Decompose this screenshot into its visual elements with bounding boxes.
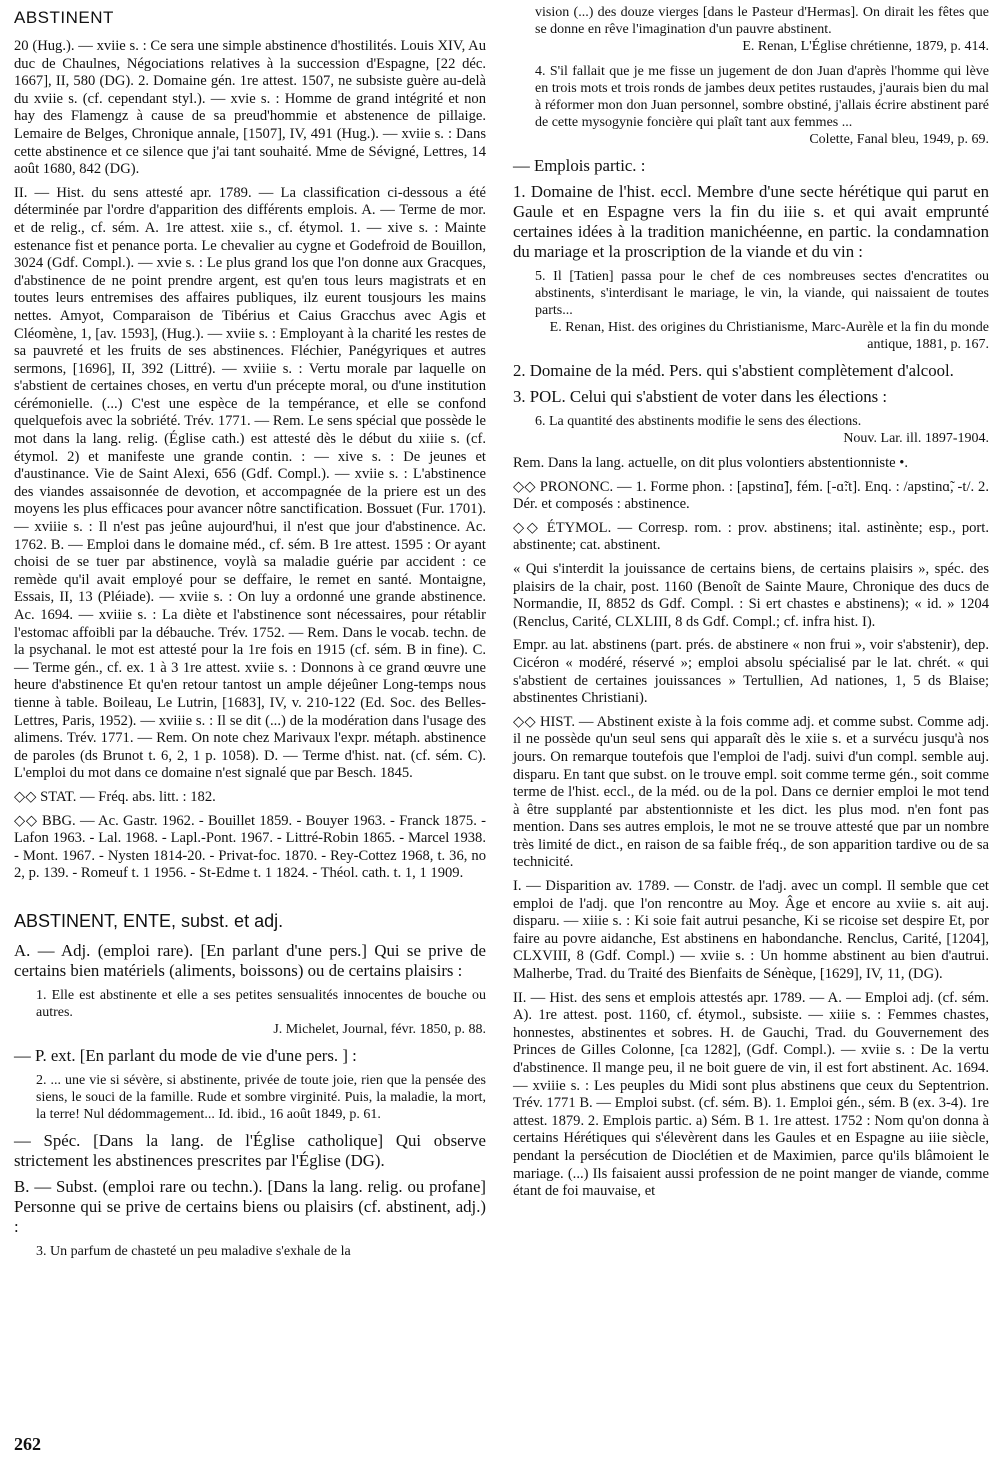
bbg-section: ◇◇ BBG. — Ac. Gastr. 1962. - Bouillet 1859. - Bouyer 1963. - Franck 1875. - Lafon 1963. - Lal. 1968. - Lapl.-Pont. 1967. - Littré-Robin 1865. - Marcel 1938. - Mont. 1967. - Nysten 1814-20. - Privat-foc. 1870. - Rey-Cottez 1968, t. 36, no 2, p. 139. - Romeuf t. 1 1956. - St-Edme t. 1 1824. - Théol. cath. t. 1, 1 1909. (14, 812, 486, 882)
example-text: 6. La quantité des abstinents modifie le sens des élections. (535, 414, 862, 429)
stat-section: ◇◇ STAT. — Fréq. abs. litt. : 182. (14, 788, 216, 805)
example-3-continued (535, 4, 989, 55)
example-source: Colette, Fanal bleu, 1949, p. 69. (809, 132, 989, 147)
hist-section-i: I. — Disparition av. 1789. — Constr. de l'adj. avec un compl. Il semble que cet emploi de l'adj. que l'on rencontre au Moy. Âge et encore au xviie s. ait auj. disparu. — xiiie s. : Ki soie fait autrui pesanche, Ki se ricoise set despire Et, por faire au povre aidanche, Est abstinens en habondanche. Renclus, Carité, [1204], CLXVIII, 8 (Gdf. Compl.) — xviie s. : Un homme abstinent au bien d'autrui. Malherbe, Trad. du Traité des Bienfaits de Sénèque, [1629], IV, 11, (DG). (513, 878, 989, 983)
example-4 (535, 63, 989, 148)
domain-med: 2. Domaine de la méd. Pers. qui s'abstient complètement d'alcool. (513, 361, 954, 380)
example-6 (535, 413, 989, 447)
hist-section-ii: II. — Hist. du sens attesté apr. 1789. — La classification ci-dessous a été déterminée par l'ordre d'apparition des différents emplois. A. — Terme de mor. et de relig., cf. sém. A. 1re attest. xiie s., cf. étymol. 1. — xive s. : Mainte estenance fist et penance porta. Le chevalier au cygne et Godefroid de Bouillon, 3024 (Gdf. Compl.). — xvie s. : Le plus grand los que l'on donne aux Gracques, d'abstinence de ne point prendre argent, est qu'en tous leurs magistrats et en toutes leurs entremises des affaires publiques, ilz eurent tousjours les mains nettes. Amyot, Comparaison de Tibérius et Caius Gracchus avec Agis et Cléomène, 1, [av. 1593], (Hug.). — xviie s. : Employant à la charité les restes de sa pauvreté et les fruits de ses abstinences. Fléchier, Panégyriques et autres sermons, [1696], II, 392 (Littré). — xviiie s. : Vertu morale par laquelle on s'abstient de certaines choses, en vertu d'un précepte moral, ou d'une institution cérémonielle. (...) C'est une espèce de la tempérance, et elle se confond quelquefois avec la sobriété. Trév. 1771. — Rem. Le sens spécial que possède le mot dans la lang. relig. (Église cath.) est attesté dès le début du xiiie s. (cf. étymol. 2) et manifeste une grande contin. : — xive s. : De jeunes et d'austinance. Vie de Saint Alexi, 656 (Gdf. Compl.). — xviie s. : L'abstinence des viandes assaisonnée de devotion, et accompagnée de la priere est un des moyens les plus efficaces pour avancer nôtre sanctification. Bossuet (Fur. 1701). — xviiie s. : Il n'est pas jeûne aujourd'hui, il n'est que jour d'abstinence. Ac. 1762. B. — Emploi dans le domaine méd., cf. sém. B 1re attest. 1595 : Or ayant choisi de se tuer par abstinence, voylà sa maladie guérie par accident : ce remède qu'il avait employé pour se deffaire, le remet en santé. Montaigne, Essais, II, 13 (Pléiade). — xviie s. : On luy a ordonné une grande abstinence. Ac. 1694. — xviiie s. : La diète et l'abstinence sont nécessaires, pour rétablir l'estomac affoibli par la débauche. Trév. 1752. — Rem. Dans le vocab. techn. de la psychanal. le mot est attesté pour la 1re fois en 1915 (cf. sém. B in fine). C. — Terme gén., cf. ex. 1 à 3 1re attest. xviie s. : Donnons à ce grand œuvre une heure d'abstinence Et qu'en retour tantost un ample déjeûner Long-temps nous tienne à table. Boileau, Le Lutrin, [1683], IV, v. 210-122 (Ed. Soc. des Belles-Lettres, Paris, 1952). — xviiie s. : Il se dit (...) de la modération dans l'usage des alimens. Trév. 1771. — Rem. On note chez Marivaux l'expr. métaph. abstinence de paroles (ds Brunot t. 6, 2, 1 p. 1058). D. — Terme d'hist. nat. (cf. sém. C). L'emploi du mot dans ce domaine n'est signalé que par Besch. 1845. (14, 184, 486, 782)
hist-continuation: 20 (Hug.). — xviie s. : Ce sera une simple abstinence d'hostilités. Louis XIV, Au duc de Chaulnes, Négociations relatives à la succession d'Espagne, [22 déc. 1667], II, 580 (DG). 2. Domaine gén. 1re attest. 1507, ne subsiste guère au-delà du xviie s. (cf. cependant styl.). — xvie s. : Homme de grand intégrité et non hay des Flamengz à cause de sa preud'hommie et abstenence de pillaige. Lemaire de Belges, Chronique annale, [1507], IV, 491 (Hug.). — xviie s. : Dans cette abstinence et ce silence que j'ai tant souhaité. Mme de Sévigné, Lettres, 14 août 1680, 842 (DG). (14, 38, 486, 178)
etymol-section: ◇◇ ÉTYMOL. — Corresp. rom. : prov. abstinens; ital. astinènte; esp., port. abstinente; cat. abstinent. (513, 519, 989, 554)
hist-section: ◇◇ HIST. — Abstinent existe à la fois comme adj. et comme subst. Comme adj. il ne possède qu'un seul sens qui apparaît dès le xiie s. et a survécu jusqu'à nos jours. On remarque toutefois que l'emploi de l'adj. suivi d'un compl. semble auj. disparu. En tant que subst. on le trouve empl. soit comme terme gén., soit comme terme de l'hist. eccl., de la méd. ou de la pol. Dans ce dernier emploi le mot tend à être supplanté par abstentionniste et les dict. les plus mod. n'en font pas mention. Dans ses autres emplois, le mot ne se trouve attesté que par un nombre très limité de dict., en raison de sa faible fréq., de son apparition tardive ou de sa technicité. (513, 713, 989, 871)
example-text: 3. Un parfum de chasteté un peu maladive s'exhale de la (36, 1243, 351, 1259)
right-column (513, 2, 989, 1207)
example-5 (535, 268, 989, 353)
sense-spec: — Spéc. [Dans la lang. de l'Église catholique] Qui observe strictement les abstinences prescrites par l'Église (DG). (14, 1130, 486, 1170)
page-number: 262 (14, 1434, 41, 1454)
example-3-start (36, 1243, 486, 1260)
running-head: ABSTINENT (14, 8, 114, 27)
example-text: 1. Elle est abstinente et elle a ses petites sensualités innocentes de bouche ou autres. (36, 987, 486, 1020)
sense-b-definition: B. — Subst. (emploi rare ou techn.). [Dans la lang. relig. ou profane] Personne qui se prive de certains biens ou plaisirs (cf. abstinent, adj.) : (14, 1176, 486, 1236)
example-source: E. Renan, L'Église chrétienne, 1879, p. 414. (742, 39, 989, 54)
left-column (14, 38, 486, 1268)
prononc-section: ◇◇ PRONONC. — 1. Forme phon. : [apstinɑ̃], fém. [-ɑ̃:t]. Enq. : /apstinɑ̃, -t/. 2. Dér. et composés : abstinence. (513, 478, 989, 513)
example-1 (36, 987, 486, 1038)
example-2 (36, 1072, 486, 1123)
example-source: Nouv. Lar. ill. 1897-1904. (843, 431, 989, 446)
example-text: vision (...) des douze vierges [dans le Pasteur d'Hermas]. On dirait les fêtes que se donne en rêve l'imagination d'un pauvre abstinent. (535, 5, 989, 37)
emplois-partic-heading: — Emplois partic. : (513, 156, 646, 175)
domain-pol: 3. POL. Celui qui s'abstient de voter dans les élections : (513, 387, 888, 406)
example-text: 5. Il [Tatien] passa pour le chef de ces nombreuses sectes d'encratites ou abstinents, s'interdisant le mariage, le vin, la viande, qui naissaient de toutes parts... (535, 269, 989, 318)
etymol-first-attest: « Qui s'interdit la jouissance de certains biens, de certains plaisirs », spéc. des plaisirs de la chair, post. 1160 (Benoît de Sainte Maure, Chronique des ducs de Normandie, II, 8852 ds Gdf. Compl. : Si ert chastes e abstinens); « id. » 1204 (Renclus, Carité, CLXLIII, 8 ds Gdf. Compl.; cf. infra hist. I). (513, 560, 989, 630)
hist-section-ii-right: II. — Hist. des sens et emplois attestés apr. 1789. — A. — Emploi adj. (cf. sém. A). 1re attest. post. 1160, cf. étymol., subsiste. — xiiie s. : Femmes chastes, honnestes, abstinentes et sobres. H. de Gauchi, Trad. du Gouvernement des Princes de Gilles Colonne, [ca 1282], (Gdf. Compl.). — xviie s. : De la vertu d'abstinence. Il mange peu, il ne boit guere de vin, il est fort abstinent. Ac. 1694. — xviiie s. : Les peuples du Midi sont plus abstinens que ceux du Septentrion. Trév. 1771 B. — Emploi subst. (cf. sém. B). 1. Emploi gén., sém. B (ex. 3-4). 1re attest. 1879. 2. Emplois partic. a) Sém. B 1. 1re attest. 1752 : Nom qu'on donna à certains Hérétiques qui s'élevèrent dans les Gaules et en Espagne au iiie siècle, pendant la persécution de Dioclétien et de Maximien, parce qu'ils blâmoient le mariage. (...) Ils faisaient aussi profession de ne point manger de viande, comme étant de foi mauvaise, et (513, 989, 989, 1200)
etymol-latin: Empr. au lat. abstinens (part. prés. de abstinere « non frui », voir s'abstenir), dep. Cicéron « modéré, réservé »; emploi absolu spécialisé par le lat. chrét. « qui s'abstient de certaines jouissances » Tertullien, Ad nationes, 1, 5 ds Blaise; abstinentes Christiani). (513, 637, 989, 707)
remark: Rem. Dans la lang. actuelle, on dit plus volontiers abstentionniste •. (513, 455, 909, 471)
domain-hist-eccl: 1. Domaine de l'hist. eccl. Membre d'une secte hérétique qui parut en Gaule et en Espagne vers la fin du iiie s. et qui avait emprunté certaines idées à la tradition manichéenne, en partic. la condamnation du mariage et la proscription de la viande et du vin : (513, 182, 989, 261)
entry-headword: ABSTINENT, ENTE, subst. et adj. (14, 910, 284, 931)
example-source: J. Michelet, Journal, févr. 1850, p. 88. (273, 1021, 486, 1037)
example-text: 2. ... une vie si sévère, si abstinente, privée de toute joie, rien que la pensée des siens, le souci de la famille. Rude et sombre virginité. Puis, la maladie, la mort, la terre! Nul dédommagement... Id. ibid., 16 août 1849, p. 61. (36, 1072, 486, 1122)
sense-a-definition: A. — Adj. (emploi rare). [En parlant d'une pers.] Qui se prive de certains bien matériels (aliments, boissons) ou de certains plaisirs : (14, 940, 486, 980)
example-text: 4. S'il fallait que je me fisse un jugement de don Juan d'après l'homme qui lève en trois mots et trois ronds de jambes deux petites rustaudes, j'aurais bien du mal à réformer mon don Juan personnel, sombre obstiné, j'allais écrire abstinent paré de cette mysogynie foncière qui plaît tant aux femmes ... (535, 64, 989, 130)
example-source: E. Renan, Hist. des origines du Christianisme, Marc-Aurèle et la fin du monde antique, 1881, p. 167. (549, 320, 989, 352)
sense-p-ext: — P. ext. [En parlant du mode de vie d'une pers. ] : (14, 1045, 357, 1065)
